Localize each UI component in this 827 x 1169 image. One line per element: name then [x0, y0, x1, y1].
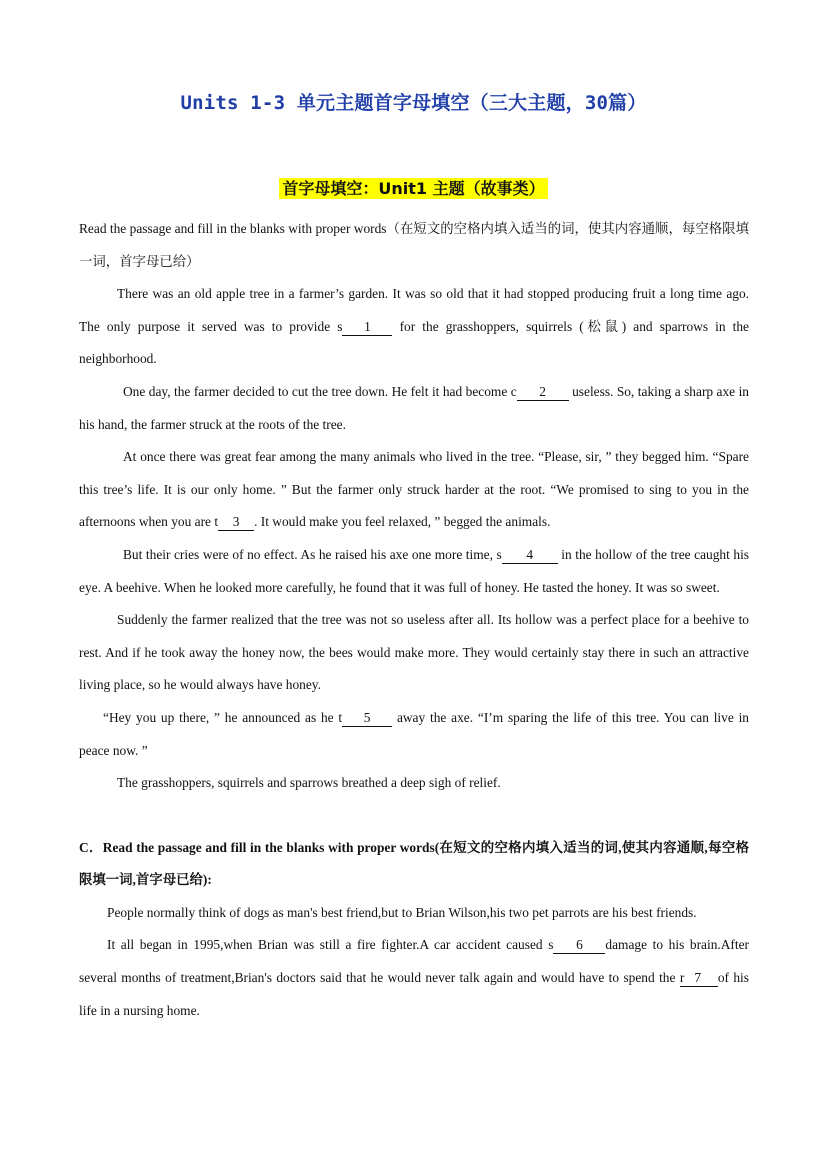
instruction-a: Read the passage and fill in the blanks with proper words（在短文的空格内填入适当的词，使其内容通顺，每空格限填一词，首字母已给） [79, 221, 749, 269]
passage-a-paragraph-5: Suddenly the farmer realized that the tree was not so useless after all. Its hollow was a perfect place for a beehive to rest. And if he took away the honey now, the bees would make more. They would certainly stay there in such an attractive living place, so he would always have honey. [79, 612, 749, 693]
spacer [79, 800, 749, 832]
blank-3[interactable]: 3 [218, 514, 254, 531]
passage-c-paragraph-2: It all began in 1995,when Brian was still a fire fighter.A car accident caused s 6 damage to his brain.After several months of treatment,Brian's doctors said that he would never talk again and would have to spend the r 7 of his life in a nursing home. [79, 937, 749, 1018]
blank-6[interactable]: 6 [553, 937, 605, 954]
passage-a-paragraph-1: There was an old apple tree in a farmer’s garden. It was so old that it had stopped producing fruit a long time ago. The only purpose it served was to provide s 1 for the grasshoppers, squirrels (松鼠) and sparrows in the neighborhood. [79, 286, 750, 367]
passage-a-paragraph-2: One day, the farmer decided to cut the tree down. He felt it had become c 2 useless. So, taking a sharp axe in his hand, the farmer struck at the roots of the tree. [79, 383, 749, 432]
blank-1[interactable]: 1 [342, 319, 392, 336]
section-heading-highlight: 首字母填空：Unit1 主题（故事类） [279, 178, 547, 199]
blank-5[interactable]: 5 [342, 710, 392, 727]
passage-c-paragraph-1: People normally think of dogs as man's best friend,but to Brian Wilson,his two pet parrots are his best friends. [107, 904, 697, 920]
passage-a-paragraph-6: “Hey you up there, ” he announced as he t 5 away the axe. “I’m sparing the life of this tree. You can live in peace now. ” [79, 709, 749, 758]
passage-a-paragraph-4: But their cries were of no effect. As he raised his axe one more time, s 4 in the hollow of the tree caught his eye. A beehive. When he looked more carefully, he found that it was full of honey. He tasted the honey. It was so sweet. [79, 546, 750, 595]
blank-4[interactable]: 4 [502, 547, 558, 564]
instruction-c: C．Read the passage and fill in the blanks with proper words(在短文的空格内填入适当的词,使其内容通顺,每空格限填一词,首字母已给): [79, 839, 749, 888]
blank-2[interactable]: 2 [517, 384, 569, 401]
blank-7[interactable]: r 7 [680, 970, 718, 987]
passage-a-paragraph-7: The grasshoppers, squirrels and sparrows breathed a deep sigh of relief. [117, 775, 501, 791]
passage-a-paragraph-3: At once there was great fear among the many animals who lived in the tree. “Please, sir, ” they begged him. “Spare this tree’s life. It is our only home. ” But the farmer only struck harder at the root. “We promised to sing to you in the afternoons when you are t 3 . It would make you feel relaxed, ” begged the animals. [79, 449, 749, 530]
document-content [79, 213, 749, 1027]
page-title: Units 1-3 单元主题首字母填空（三大主题，30篇） [180, 92, 647, 114]
section-heading [0, 176, 827, 199]
